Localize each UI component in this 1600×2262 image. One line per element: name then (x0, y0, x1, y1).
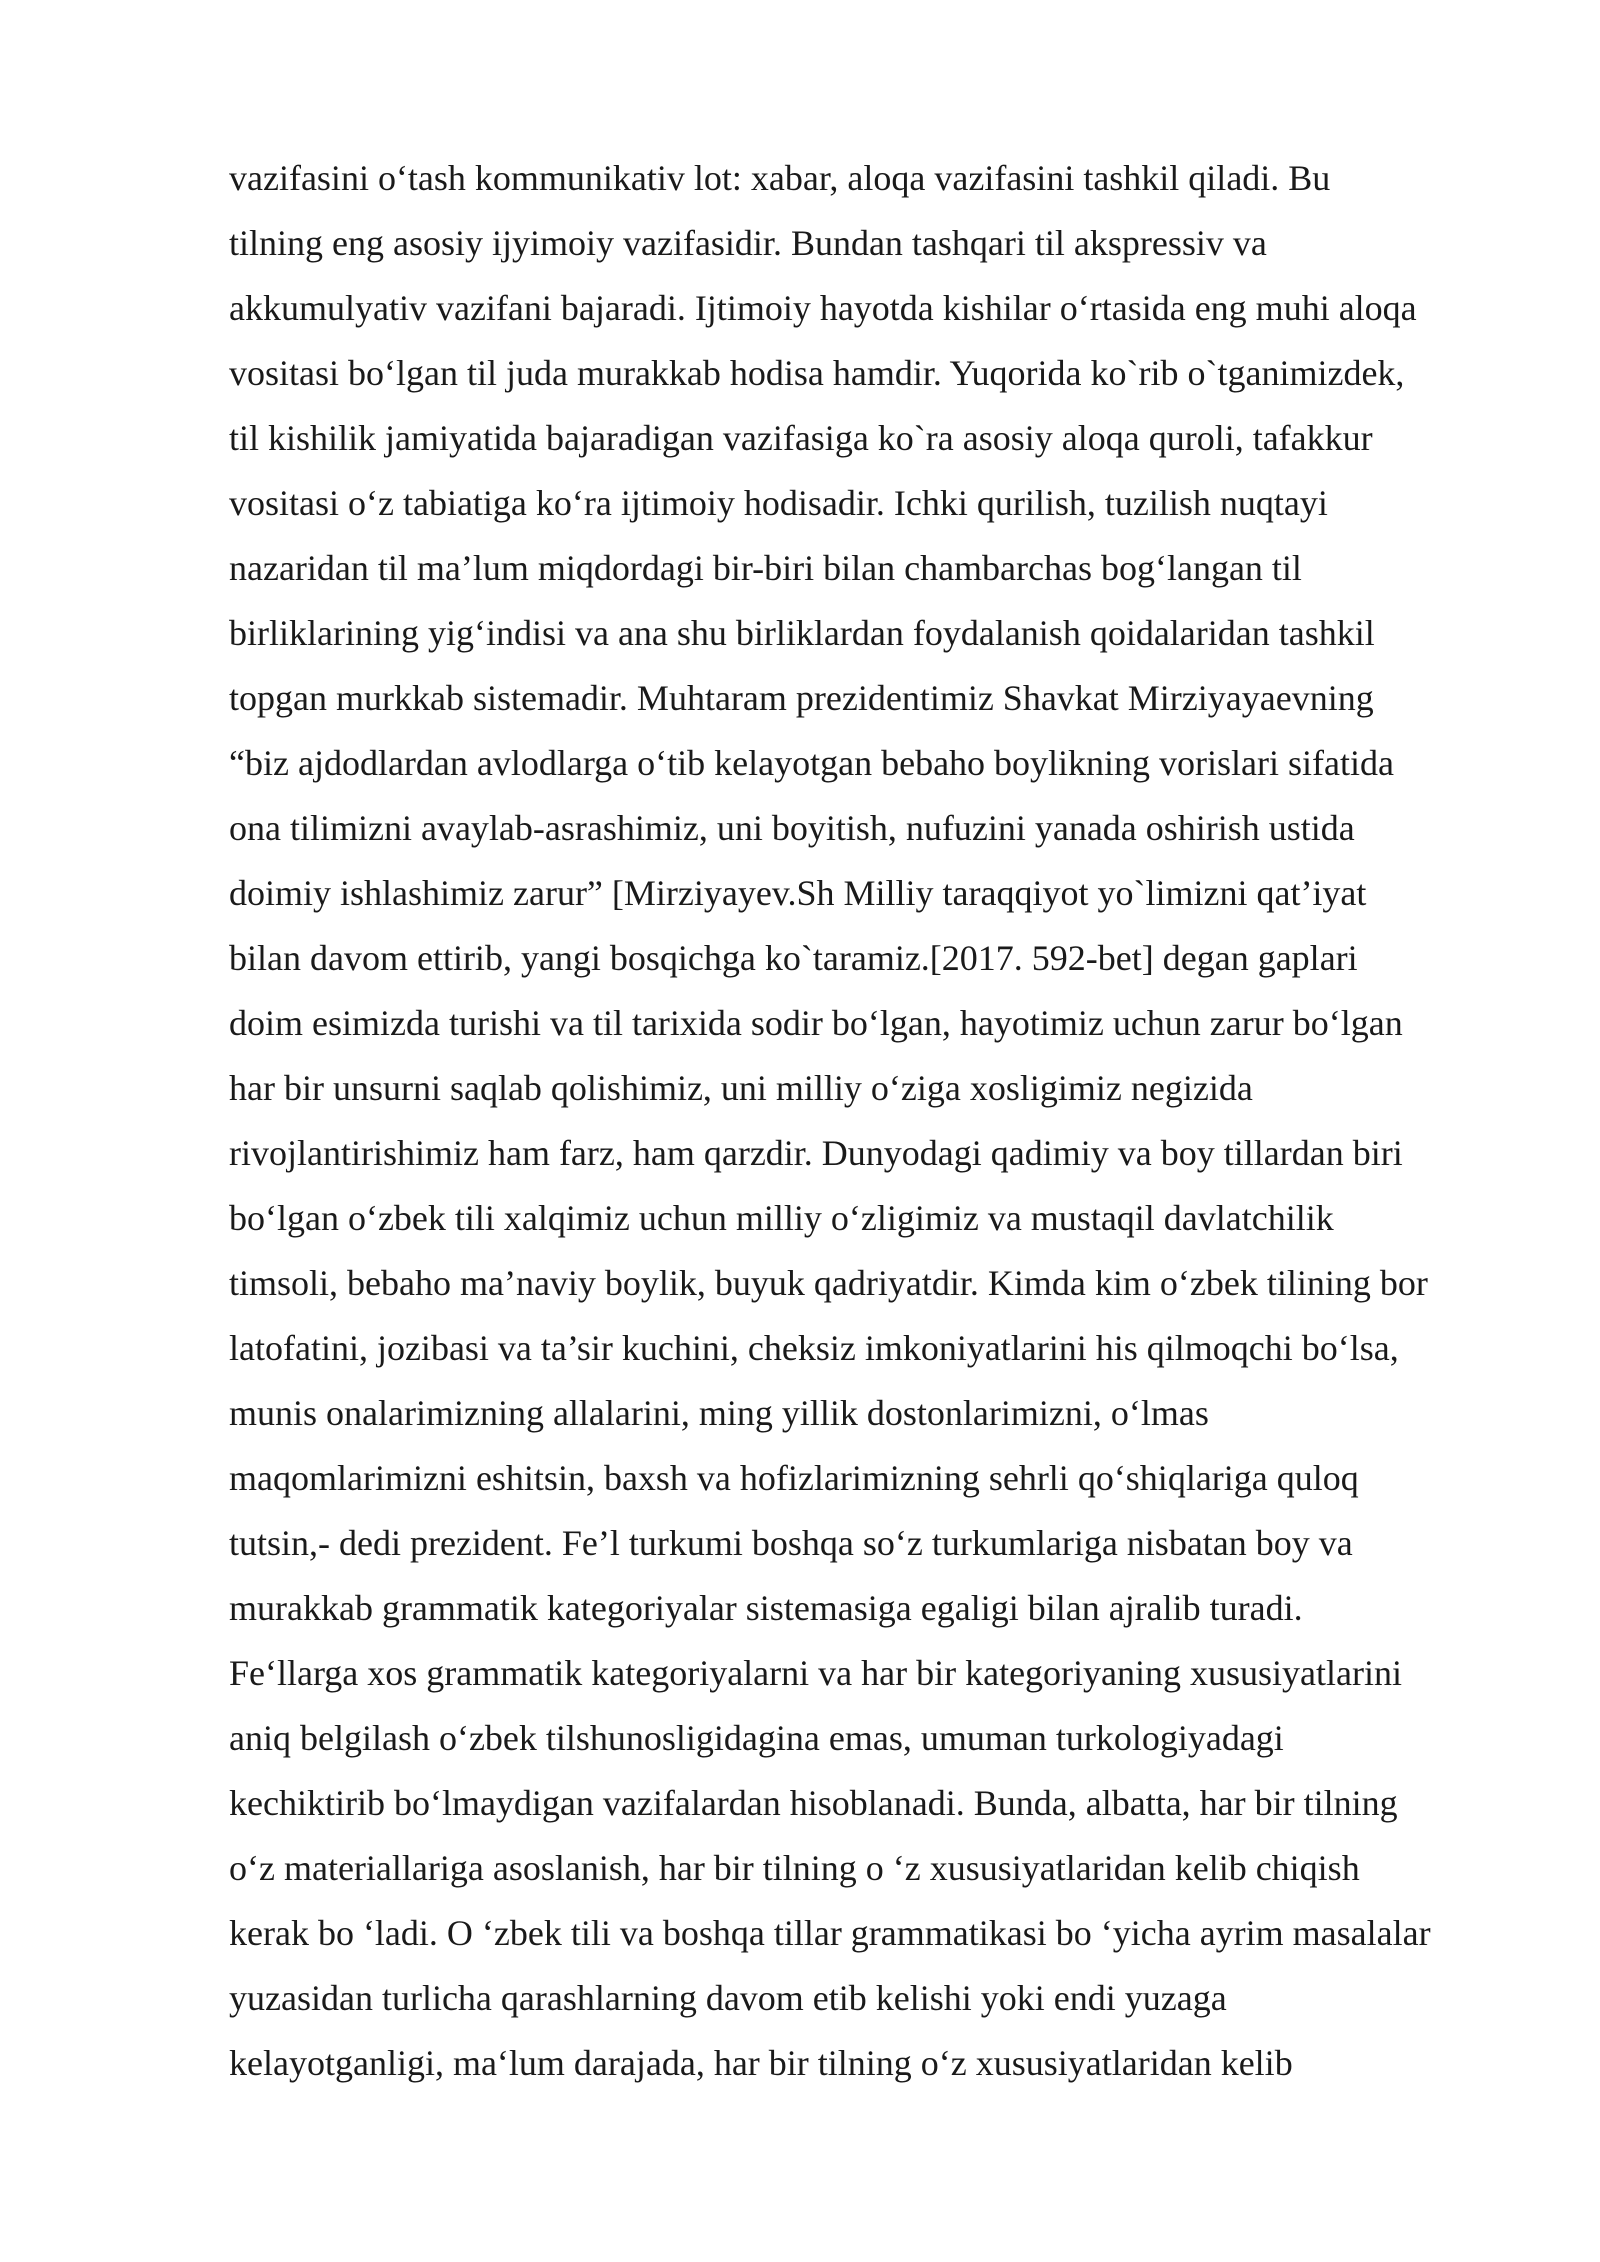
text-line: latofatini, jozibasi va ta’sir kuchini, cheksiz imkoniyatlarini his qilmoqchi boʻlsa, (229, 1328, 1399, 1368)
text-line: kechiktirib boʻlmaydigan vazifalardan hisoblanadi. Bunda, albatta, har bir tilning (229, 1783, 1398, 1823)
text-line: akkumulyativ vazifani bajaradi. Ijtimoiy hayotda kishilar oʻrtasida eng muhi aloqa (229, 288, 1417, 328)
text-line: vazifasini oʻtash kommunikativ lot: xabar, aloqa vazifasini tashkil qiladi. Bu (229, 158, 1331, 198)
text-line: kelayotganligi, maʻlum darajada, har bir tilning oʻz xususiyatlaridan kelib (229, 2043, 1293, 2083)
text-line: munis onalarimizning allalarini, ming yillik dostonlarimizni, oʻlmas (229, 1393, 1209, 1433)
text-line: kerak bo ʻladi. O ʻzbek tili va boshqa tillar grammatikasi bo ʻyicha ayrim masalalar (229, 1913, 1431, 1953)
text-line: oʻz materiallariga asoslanish, har bir tilning o ʻz xususiyatlaridan kelib chiqish (229, 1848, 1360, 1888)
text-line: ona tilimizni avaylab-asrashimiz, uni boyitish, nufuzini yanada oshirish ustida (229, 808, 1355, 848)
text-line: doimiy ishlashimiz zarur” [Mirziyayev.Sh Milliy taraqqiyot yo`limizni qat’iyat (229, 873, 1367, 913)
text-line: har bir unsurni saqlab qolishimiz, uni milliy oʻziga xosligimiz negizida (229, 1068, 1253, 1108)
text-line: til kishilik jamiyatida bajaradigan vazifasiga ko`ra asosiy aloqa quroli, tafakkur (229, 418, 1373, 458)
body-paragraph (229, 146, 1529, 2096)
text-line: vositasi oʻz tabiatiga koʻra ijtimoiy hodisadir. Ichki qurilish, tuzilish nuqtayi (229, 483, 1328, 523)
text-line: boʻlgan oʻzbek tili xalqimiz uchun milliy oʻzligimiz va mustaqil davlatchilik (229, 1198, 1334, 1238)
text-line: birliklarining yigʻindisi va ana shu birliklardan foydalanish qoidalaridan tashkil (229, 613, 1375, 653)
text-line: nazaridan til ma’lum miqdordagi bir-biri bilan chambarchas bogʻlangan til (229, 548, 1302, 588)
text-line: maqomlarimizni eshitsin, baxsh va hofizlarimizning sehrli qoʻshiqlariga quloq (229, 1458, 1359, 1498)
text-line: timsoli, bebaho ma’naviy boylik, buyuk qadriyatdir. Kimda kim oʻzbek tilining bor (229, 1263, 1428, 1303)
text-line: doim esimizda turishi va til tarixida sodir boʻlgan, hayotimiz uchun zarur boʻlgan (229, 1003, 1403, 1043)
text-line: vositasi boʻlgan til juda murakkab hodisa hamdir. Yuqorida ko`rib o`tganimizdek, (229, 353, 1405, 393)
text-line: bilan davom ettirib, yangi bosqichga ko`taramiz.[2017. 592-bet] degan gaplari (229, 938, 1358, 978)
text-line: yuzasidan turlicha qarashlarning davom etib kelishi yoki endi yuzaga (229, 1978, 1227, 2018)
text-line: topgan murkkab sistemadir. Muhtaram prezidentimiz Shavkat Mirziyayaevning (229, 678, 1374, 718)
text-line: aniq belgilash oʻzbek tilshunosligidagina emas, umuman turkologiyadagi (229, 1718, 1284, 1758)
text-line: “biz ajdodlardan avlodlarga oʻtib kelayotgan bebaho boylikning vorislari sifatida (229, 743, 1394, 783)
text-line: rivojlantirishimiz ham farz, ham qarzdir. Dunyodagi qadimiy va boy tillardan biri (229, 1133, 1403, 1173)
text-line: murakkab grammatik kategoriyalar sistemasiga egaligi bilan ajralib turadi. (229, 1588, 1303, 1628)
text-line: tutsin,- dedi prezident. Fe’l turkumi boshqa soʻz turkumlariga nisbatan boy va (229, 1523, 1353, 1563)
text-line: Feʻllarga xos grammatik kategoriyalarni va har bir kategoriyaning xususiyatlarini (229, 1653, 1402, 1693)
text-line: tilning eng asosiy ijyimoiy vazifasidir. Bundan tashqari til akspressiv va (229, 223, 1267, 263)
